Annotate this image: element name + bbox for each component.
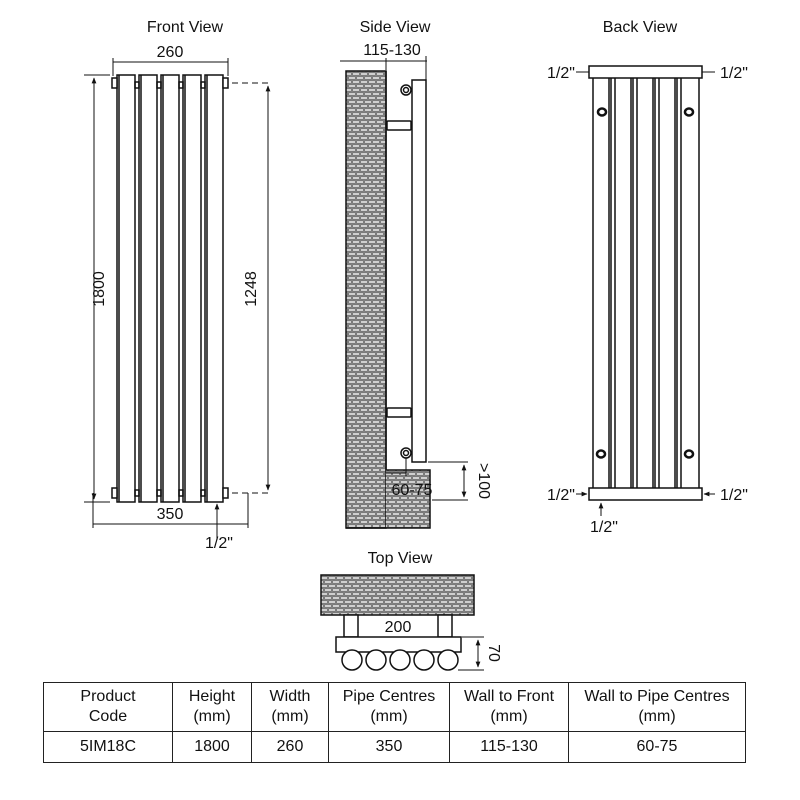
side-wall-to-front-label: 115-130 [363, 42, 421, 59]
cell-product-code: 5IM18C [44, 732, 173, 763]
back-bottom-under-label: 1/2" [590, 519, 618, 536]
front-inner-height-label: 1248 [243, 271, 260, 307]
side-view-title: Side View [359, 19, 431, 36]
back-bottom-left-label: 1/2" [547, 487, 575, 504]
header-width: Width (mm) [252, 683, 329, 732]
back-bottom-right-label: 1/2" [720, 487, 748, 504]
back-view [576, 66, 715, 516]
header-height: Height (mm) [173, 683, 252, 732]
side-floor-clearance-label: >100 [475, 462, 492, 500]
back-top-left-label: 1/2" [547, 65, 575, 82]
header-product-code: Product Code [44, 683, 173, 732]
spec-table [43, 682, 746, 763]
back-top-right-label: 1/2" [720, 65, 748, 82]
front-width-label: 260 [156, 44, 184, 61]
cell-wall-to-pipe-centres: 60-75 [569, 732, 746, 763]
cell-wall-to-front: 115-130 [450, 732, 569, 763]
table-header-row [44, 683, 746, 732]
side-view [340, 56, 468, 528]
cell-height: 1800 [173, 732, 252, 763]
header-pipe-centres: Pipe Centres (mm) [329, 683, 450, 732]
top-view-title: Top View [367, 550, 433, 567]
back-view-title: Back View [602, 19, 678, 36]
header-wall-to-front: Wall to Front (mm) [450, 683, 569, 732]
front-connection-label: 1/2" [205, 535, 233, 552]
cell-width: 260 [252, 732, 329, 763]
cell-pipe-centres: 350 [329, 732, 450, 763]
side-wall-to-pipe-label: 60-75 [391, 482, 433, 499]
header-wall-to-pipe-centres: Wall to Pipe Centres (mm) [569, 683, 746, 732]
front-pipe-centres-label: 350 [156, 506, 184, 523]
top-depth-label: 70 [485, 644, 502, 662]
top-bracket-width-label: 200 [384, 619, 412, 636]
table-row [44, 732, 746, 763]
front-view-title: Front View [146, 19, 224, 36]
front-height-label: 1800 [91, 271, 108, 307]
